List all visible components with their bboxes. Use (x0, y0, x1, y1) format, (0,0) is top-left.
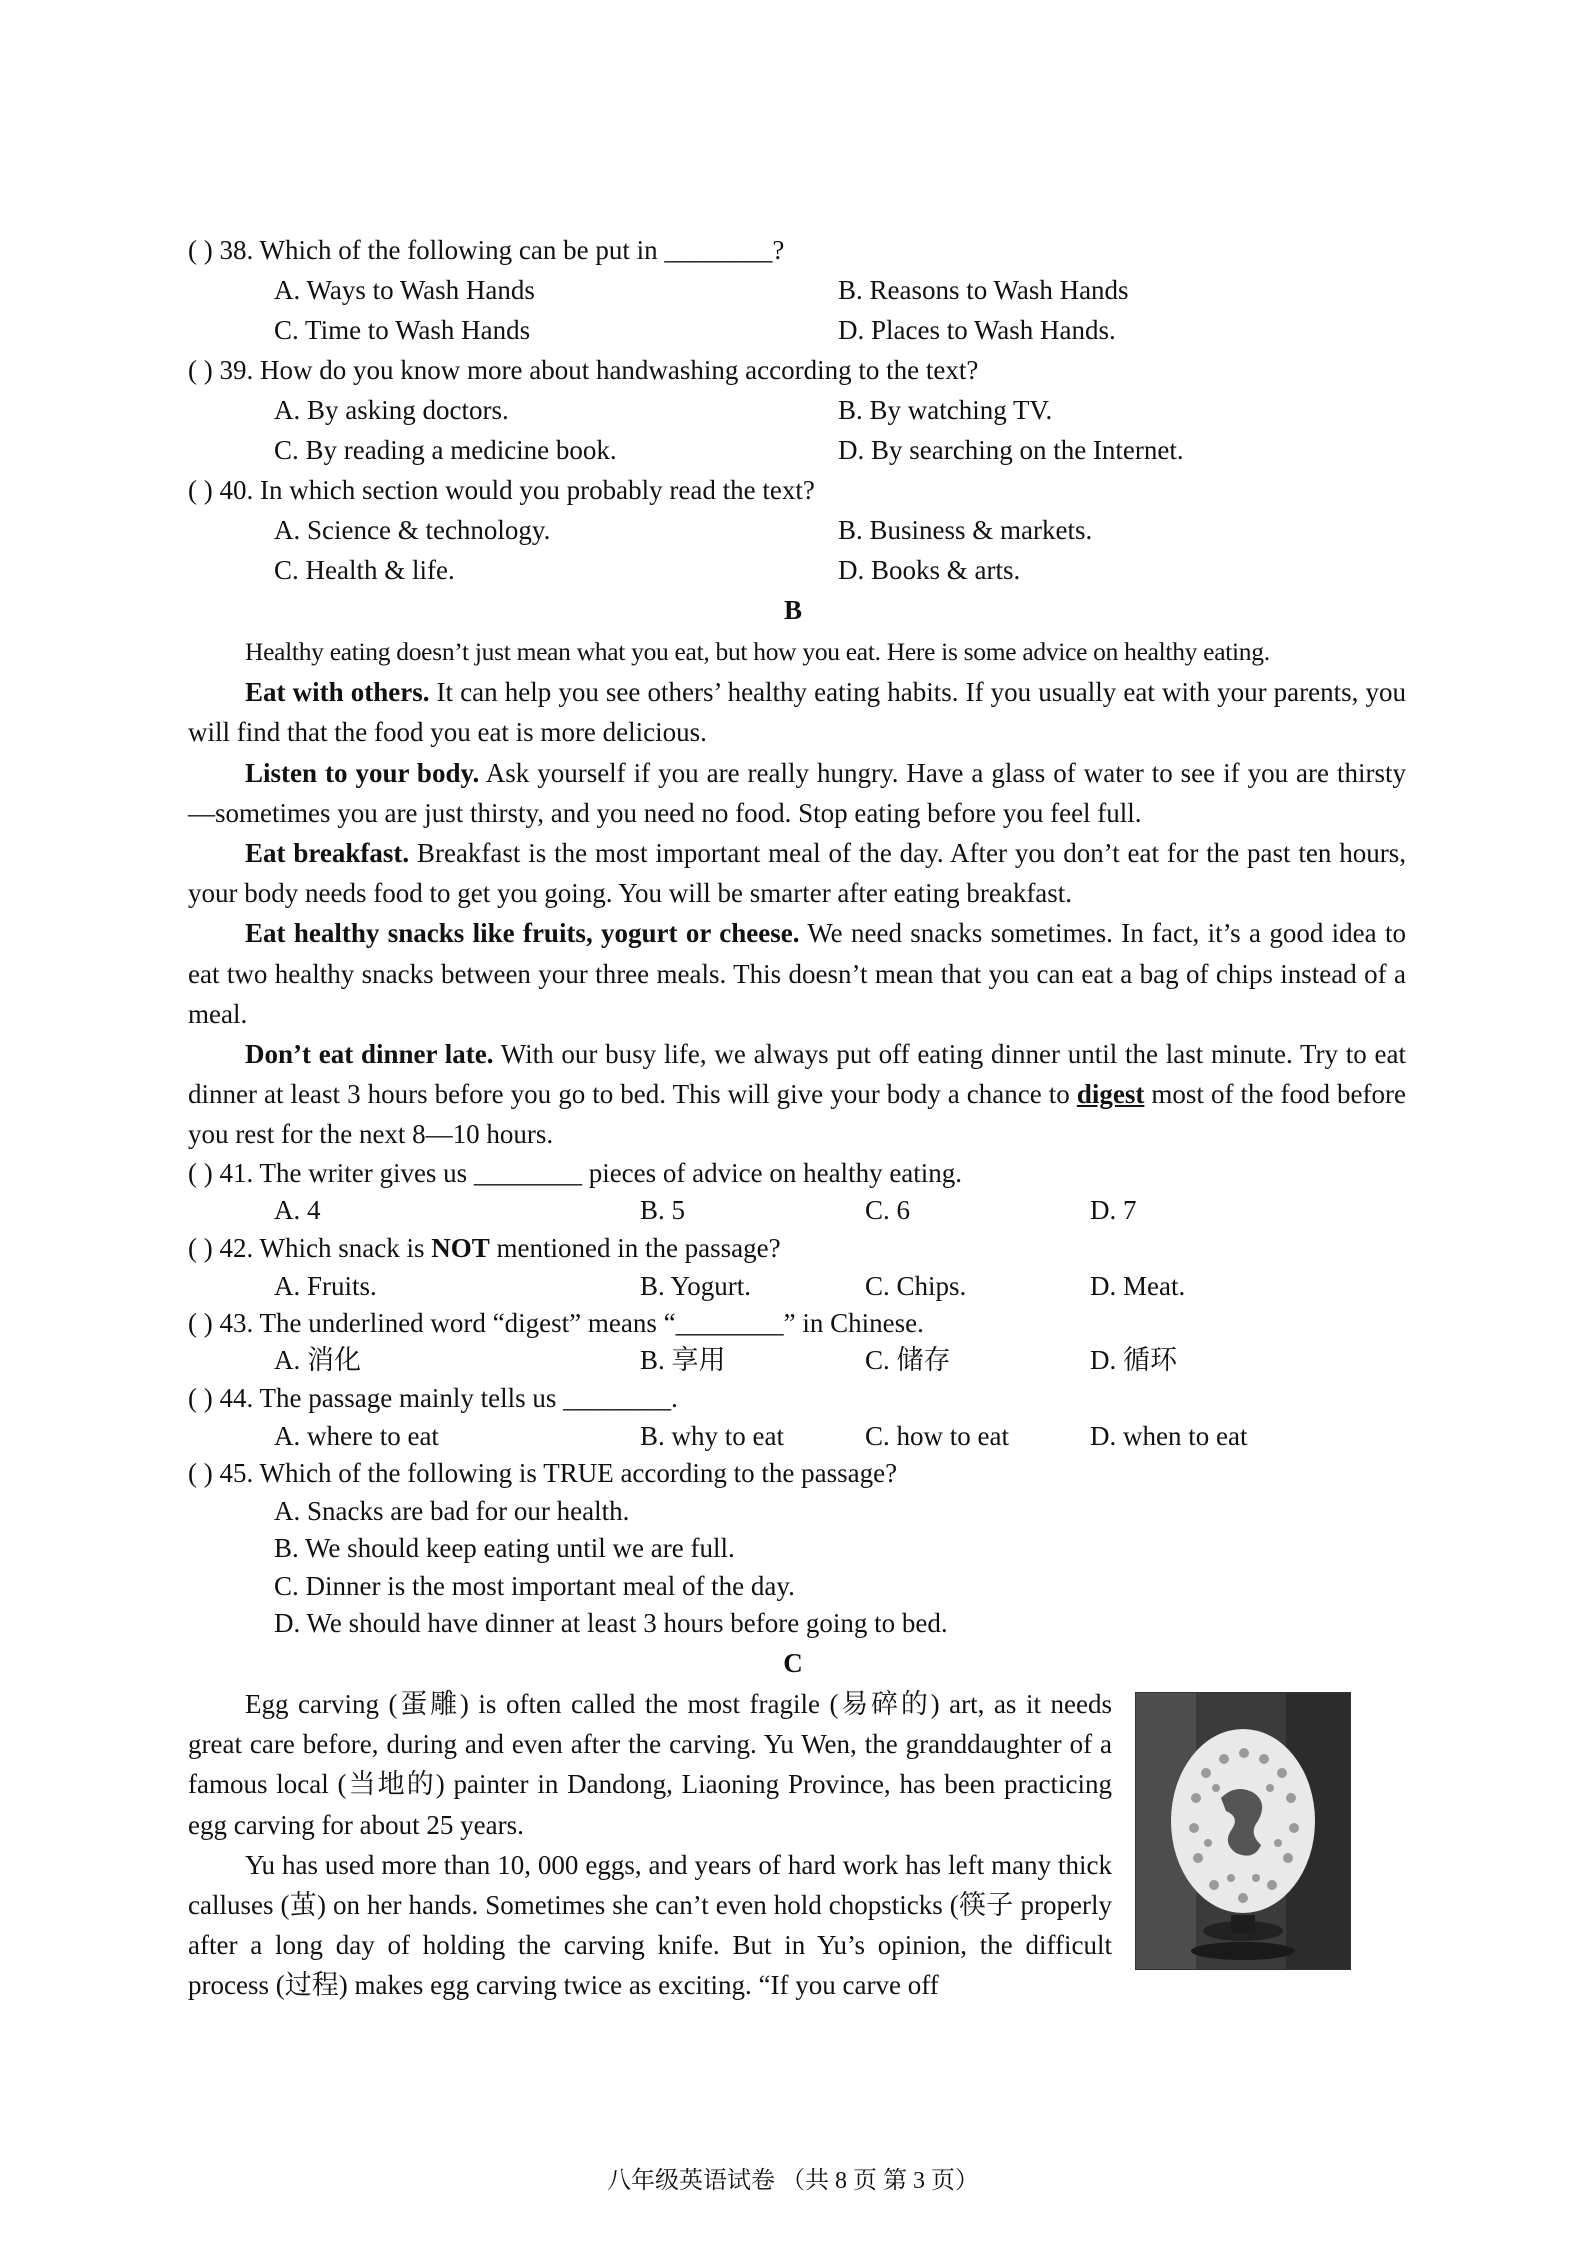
option: D. when to eat (1090, 1421, 1248, 1451)
question-text: mentioned in the passage? (489, 1233, 781, 1263)
option: B. 享用 (640, 1345, 726, 1375)
question-44: ( ) 44. The passage mainly tells us ________. (188, 1383, 678, 1413)
passage-intro: Healthy eating doesn’t just mean what you eat, but how you eat. Here is some advice on healthy eating. (245, 637, 1270, 666)
option: A. where to eat (274, 1421, 439, 1451)
option: B. Reasons to Wash Hands (838, 275, 1129, 305)
passage-paragraph: Egg carving (蛋雕) is often called the most fragile (易碎的) art, as it needs great care before, during and even after the carving. Yu Wen, the granddaughter of a famous local (当地的) painter in Dandong, Liaoning Province, has been practicing egg carving for about 25 years. (188, 1689, 1112, 1840)
option: D. By searching on the Internet. (838, 435, 1184, 465)
passage-paragraph: Yu has used more than 10, 000 eggs, and years of hard work has left many thick calluses (茧) on her hands. Sometimes she can’t even hold chopsticks (筷子 properly after a long day of holding the carving knife. But in Yu’s opinion, the difficult process (过程) makes egg carving twice as exciting. “If you carve off (188, 1849, 1112, 2001)
advice-text: Ask yourself if you are really hungry. Have a glass of water to see if you are thirsty—sometimes you are just thirsty, and you need no food. Stop eating before you feel full. (188, 757, 1406, 828)
option: B. Yogurt. (640, 1271, 752, 1301)
option: C. Time to Wash Hands (274, 315, 531, 345)
option: C. how to eat (865, 1421, 1009, 1451)
option: A. Snacks are bad for our health. (274, 1496, 630, 1526)
advice-paragraph (188, 672, 1406, 752)
advice-heading: Eat healthy snacks like fruits, yogurt or cheese. (245, 918, 800, 949)
advice-paragraph (188, 1034, 1406, 1155)
underlined-word: digest (1076, 1079, 1145, 1110)
page-footer: 八年级英语试卷 （共 8 页 第 3 页） (607, 2168, 979, 2194)
option: B. By watching TV. (838, 395, 1053, 425)
option: D. Meat. (1090, 1271, 1186, 1301)
advice-paragraph (188, 913, 1406, 1034)
advice-heading: Eat with others. (245, 677, 430, 708)
section-heading-b: B (783, 595, 802, 625)
question-emphasis: NOT (431, 1233, 490, 1263)
passage-b (188, 632, 1406, 1155)
egg-carving-photo (1135, 1692, 1351, 1970)
advice-text: It can help you see others’ healthy eating habits. If you usually eat with your parents, you will find that the food you eat is more delicious. (188, 677, 1406, 748)
advice-heading: Eat breakfast. (245, 838, 410, 869)
question-45: ( ) 45. Which of the following is TRUE according to the passage? (188, 1458, 898, 1488)
advice-heading: Listen to your body. (245, 757, 480, 788)
advice-text: most of the food before you rest for the next 8—10 hours. (188, 1079, 1406, 1150)
option: A. By asking doctors. (274, 395, 509, 425)
option: A. Fruits. (274, 1271, 377, 1301)
option: B. We should keep eating until we are full. (274, 1533, 735, 1563)
option: A. Science & technology. (274, 515, 551, 545)
advice-paragraph (188, 753, 1406, 833)
advice-heading: Don’t eat dinner late. (245, 1039, 494, 1070)
advice-text: Breakfast is the most important meal of the day. After you don’t eat for the past ten hours, your body needs food to get you going. You will be smarter after eating breakfast. (188, 838, 1406, 909)
option: C. 6 (865, 1195, 911, 1225)
question-38: ( ) 38. Which of the following can be put in ________? (188, 235, 785, 265)
advice-paragraph (188, 833, 1406, 913)
option: B. Business & markets. (838, 515, 1093, 545)
question-42 (188, 1228, 781, 1268)
option: D. Books & arts. (838, 555, 1021, 585)
option: B. why to eat (640, 1421, 784, 1451)
advice-text: We need snacks sometimes. In fact, it’s a good idea to eat two healthy snacks between your three meals. This doesn’t mean that you can eat a bag of chips instead of a meal. (188, 918, 1406, 1029)
option: D. 7 (1090, 1195, 1137, 1225)
option: A. Ways to Wash Hands (274, 275, 535, 305)
section-heading-c: C (783, 1648, 803, 1678)
carved-egg-image (1136, 1693, 1350, 1969)
option: D. We should have dinner at least 3 hours before going to bed. (274, 1608, 948, 1638)
option: C. Chips. (865, 1271, 967, 1301)
option: C. Health & life. (274, 555, 455, 585)
option: D. 循环 (1090, 1345, 1177, 1375)
option: A. 消化 (274, 1345, 361, 1375)
advice-text: With our busy life, we always put off eating dinner until the last minute. Try to eat dinner at least 3 hours before you go to bed. This will give your body a chance to (188, 1039, 1406, 1110)
question-41: ( ) 41. The writer gives us ________ pieces of advice on healthy eating. (188, 1158, 963, 1188)
option: C. 储存 (865, 1345, 951, 1375)
option: C. By reading a medicine book. (274, 435, 617, 465)
option: B. 5 (640, 1195, 686, 1225)
question-43: ( ) 43. The underlined word “digest” means “________” in Chinese. (188, 1308, 924, 1338)
passage-c (188, 1684, 1112, 2006)
option: D. Places to Wash Hands. (838, 315, 1116, 345)
question-40: ( ) 40. In which section would you probably read the text? (188, 475, 815, 505)
question-39: ( ) 39. How do you know more about handwashing according to the text? (188, 355, 979, 385)
option: A. 4 (274, 1195, 321, 1225)
option: C. Dinner is the most important meal of the day. (274, 1571, 795, 1601)
question-text: ( ) 42. Which snack is (188, 1233, 432, 1263)
